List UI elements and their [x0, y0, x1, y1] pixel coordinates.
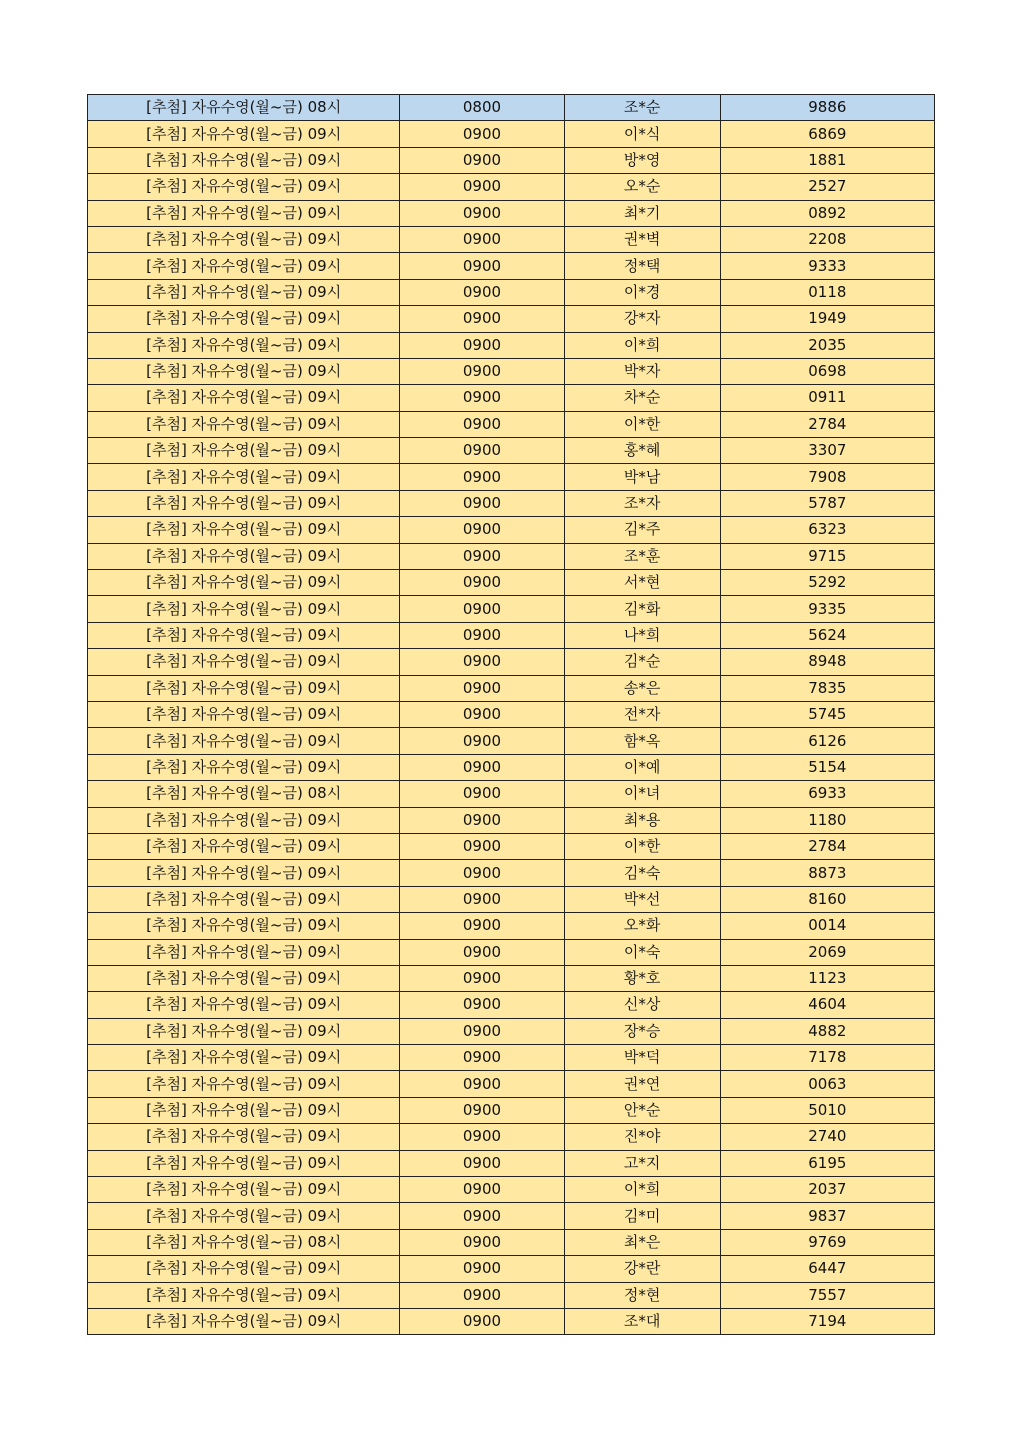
name-cell: 오*화: [564, 913, 720, 939]
time-code-cell: 0900: [400, 939, 564, 965]
program-cell: [추첨] 자유수영(월~금) 09시: [88, 174, 400, 200]
id-digits-cell: 9335: [720, 596, 934, 622]
id-digits-cell: 8160: [720, 886, 934, 912]
time-code-cell: 0900: [400, 596, 564, 622]
time-code-cell: 0900: [400, 464, 564, 490]
id-digits-cell: 5624: [720, 622, 934, 648]
table-row: [88, 1282, 935, 1308]
time-code-cell: 0900: [400, 1308, 564, 1334]
program-cell: [추첨] 자유수영(월~금) 08시: [88, 781, 400, 807]
time-code-cell: 0900: [400, 886, 564, 912]
time-code-cell: 0900: [400, 1071, 564, 1097]
id-digits-cell: 0118: [720, 279, 934, 305]
table-row: [88, 253, 935, 279]
time-code-cell: 0900: [400, 1256, 564, 1282]
time-code-cell: 0900: [400, 781, 564, 807]
name-cell: 이*녀: [564, 781, 720, 807]
time-code-cell: 0900: [400, 1282, 564, 1308]
name-cell: 최*용: [564, 807, 720, 833]
id-digits-cell: 5292: [720, 570, 934, 596]
program-cell: [추첨] 자유수영(월~금) 09시: [88, 965, 400, 991]
table-row: [88, 95, 935, 121]
program-cell: [추첨] 자유수영(월~금) 09시: [88, 701, 400, 727]
name-cell: 조*대: [564, 1308, 720, 1334]
program-cell: [추첨] 자유수영(월~금) 09시: [88, 490, 400, 516]
program-cell: [추첨] 자유수영(월~금) 09시: [88, 1177, 400, 1203]
time-code-cell: 0900: [400, 992, 564, 1018]
name-cell: 조*순: [564, 95, 720, 121]
name-cell: 조*훈: [564, 543, 720, 569]
time-code-cell: 0900: [400, 728, 564, 754]
program-cell: [추첨] 자유수영(월~금) 09시: [88, 860, 400, 886]
name-cell: 김*주: [564, 517, 720, 543]
id-digits-cell: 1123: [720, 965, 934, 991]
time-code-cell: 0900: [400, 622, 564, 648]
name-cell: 권*벽: [564, 226, 720, 252]
table-row: [88, 886, 935, 912]
time-code-cell: 0900: [400, 1177, 564, 1203]
program-cell: [추첨] 자유수영(월~금) 09시: [88, 1308, 400, 1334]
name-cell: 김*숙: [564, 860, 720, 886]
name-cell: 권*연: [564, 1071, 720, 1097]
name-cell: 최*기: [564, 200, 720, 226]
table-row: [88, 1018, 935, 1044]
id-digits-cell: 9886: [720, 95, 934, 121]
time-code-cell: 0900: [400, 1018, 564, 1044]
name-cell: 김*미: [564, 1203, 720, 1229]
name-cell: 최*은: [564, 1229, 720, 1255]
name-cell: 정*현: [564, 1282, 720, 1308]
name-cell: 이*숙: [564, 939, 720, 965]
program-cell: [추첨] 자유수영(월~금) 09시: [88, 833, 400, 859]
program-cell: [추첨] 자유수영(월~금) 09시: [88, 913, 400, 939]
id-digits-cell: 6447: [720, 1256, 934, 1282]
time-code-cell: 0900: [400, 1045, 564, 1071]
table-row: [88, 781, 935, 807]
time-code-cell: 0900: [400, 701, 564, 727]
id-digits-cell: 6933: [720, 781, 934, 807]
program-cell: [추첨] 자유수영(월~금) 09시: [88, 596, 400, 622]
id-digits-cell: 1949: [720, 306, 934, 332]
name-cell: 이*경: [564, 279, 720, 305]
time-code-cell: 0900: [400, 913, 564, 939]
table-row: [88, 622, 935, 648]
name-cell: 박*자: [564, 358, 720, 384]
time-code-cell: 0900: [400, 174, 564, 200]
table-row: [88, 596, 935, 622]
time-code-cell: 0900: [400, 411, 564, 437]
id-digits-cell: 4604: [720, 992, 934, 1018]
program-cell: [추첨] 자유수영(월~금) 09시: [88, 1150, 400, 1176]
time-code-cell: 0900: [400, 1124, 564, 1150]
program-cell: [추첨] 자유수영(월~금) 09시: [88, 438, 400, 464]
id-digits-cell: 9769: [720, 1229, 934, 1255]
program-cell: [추첨] 자유수영(월~금) 09시: [88, 939, 400, 965]
id-digits-cell: 5787: [720, 490, 934, 516]
name-cell: 신*상: [564, 992, 720, 1018]
table-row: [88, 1150, 935, 1176]
id-digits-cell: 9837: [720, 1203, 934, 1229]
name-cell: 황*호: [564, 965, 720, 991]
table-row: [88, 226, 935, 252]
id-digits-cell: 7194: [720, 1308, 934, 1334]
table-row: [88, 992, 935, 1018]
name-cell: 차*순: [564, 385, 720, 411]
name-cell: 박*남: [564, 464, 720, 490]
table-row: [88, 649, 935, 675]
id-digits-cell: 2037: [720, 1177, 934, 1203]
table-row: [88, 1177, 935, 1203]
table-row: [88, 860, 935, 886]
table-row: [88, 490, 935, 516]
name-cell: 강*자: [564, 306, 720, 332]
program-cell: [추첨] 자유수영(월~금) 08시: [88, 1229, 400, 1255]
table-row: [88, 939, 935, 965]
lottery-result-table: [87, 94, 935, 1335]
id-digits-cell: 7835: [720, 675, 934, 701]
id-digits-cell: 7178: [720, 1045, 934, 1071]
time-code-cell: 0900: [400, 1097, 564, 1123]
name-cell: 이*식: [564, 121, 720, 147]
id-digits-cell: 5154: [720, 754, 934, 780]
program-cell: [추첨] 자유수영(월~금) 09시: [88, 754, 400, 780]
name-cell: 고*지: [564, 1150, 720, 1176]
id-digits-cell: 2035: [720, 332, 934, 358]
table-row: [88, 1256, 935, 1282]
name-cell: 서*현: [564, 570, 720, 596]
program-cell: [추첨] 자유수영(월~금) 09시: [88, 1071, 400, 1097]
id-digits-cell: 2740: [720, 1124, 934, 1150]
id-digits-cell: 7908: [720, 464, 934, 490]
table-row: [88, 517, 935, 543]
id-digits-cell: 0698: [720, 358, 934, 384]
table-row: [88, 1097, 935, 1123]
table-row: [88, 1203, 935, 1229]
table-row: [88, 965, 935, 991]
id-digits-cell: 6126: [720, 728, 934, 754]
id-digits-cell: 2784: [720, 411, 934, 437]
name-cell: 김*순: [564, 649, 720, 675]
table-row: [88, 833, 935, 859]
table-row: [88, 147, 935, 173]
program-cell: [추첨] 자유수영(월~금) 09시: [88, 147, 400, 173]
program-cell: [추첨] 자유수영(월~금) 09시: [88, 807, 400, 833]
program-cell: [추첨] 자유수영(월~금) 09시: [88, 886, 400, 912]
id-digits-cell: 2069: [720, 939, 934, 965]
table-row: [88, 358, 935, 384]
name-cell: 조*자: [564, 490, 720, 516]
id-digits-cell: 0063: [720, 1071, 934, 1097]
name-cell: 이*예: [564, 754, 720, 780]
time-code-cell: 0800: [400, 95, 564, 121]
table-row: [88, 1071, 935, 1097]
table-row: [88, 464, 935, 490]
time-code-cell: 0900: [400, 807, 564, 833]
program-cell: [추첨] 자유수영(월~금) 09시: [88, 1256, 400, 1282]
program-cell: [추첨] 자유수영(월~금) 09시: [88, 728, 400, 754]
time-code-cell: 0900: [400, 860, 564, 886]
time-code-cell: 0900: [400, 385, 564, 411]
id-digits-cell: 4882: [720, 1018, 934, 1044]
program-cell: [추첨] 자유수영(월~금) 09시: [88, 1018, 400, 1044]
table-row: [88, 807, 935, 833]
table-row: [88, 385, 935, 411]
name-cell: 이*희: [564, 1177, 720, 1203]
time-code-cell: 0900: [400, 226, 564, 252]
time-code-cell: 0900: [400, 253, 564, 279]
program-cell: [추첨] 자유수영(월~금) 09시: [88, 649, 400, 675]
id-digits-cell: 2784: [720, 833, 934, 859]
time-code-cell: 0900: [400, 147, 564, 173]
table-row: [88, 332, 935, 358]
id-digits-cell: 6869: [720, 121, 934, 147]
name-cell: 함*옥: [564, 728, 720, 754]
id-digits-cell: 8948: [720, 649, 934, 675]
time-code-cell: 0900: [400, 754, 564, 780]
program-cell: [추첨] 자유수영(월~금) 09시: [88, 543, 400, 569]
time-code-cell: 0900: [400, 279, 564, 305]
program-cell: [추첨] 자유수영(월~금) 09시: [88, 411, 400, 437]
program-cell: [추첨] 자유수영(월~금) 09시: [88, 570, 400, 596]
program-cell: [추첨] 자유수영(월~금) 09시: [88, 121, 400, 147]
table-row: [88, 1124, 935, 1150]
program-cell: [추첨] 자유수영(월~금) 09시: [88, 1124, 400, 1150]
table-row: [88, 174, 935, 200]
name-cell: 이*희: [564, 332, 720, 358]
id-digits-cell: 2208: [720, 226, 934, 252]
program-cell: [추첨] 자유수영(월~금) 09시: [88, 200, 400, 226]
table-row: [88, 1045, 935, 1071]
program-cell: [추첨] 자유수영(월~금) 08시: [88, 95, 400, 121]
table-row: [88, 543, 935, 569]
id-digits-cell: 5745: [720, 701, 934, 727]
id-digits-cell: 0014: [720, 913, 934, 939]
program-cell: [추첨] 자유수영(월~금) 09시: [88, 1045, 400, 1071]
table-row: [88, 570, 935, 596]
program-cell: [추첨] 자유수영(월~금) 09시: [88, 992, 400, 1018]
program-cell: [추첨] 자유수영(월~금) 09시: [88, 622, 400, 648]
time-code-cell: 0900: [400, 1150, 564, 1176]
name-cell: 홍*혜: [564, 438, 720, 464]
program-cell: [추첨] 자유수영(월~금) 09시: [88, 517, 400, 543]
program-cell: [추첨] 자유수영(월~금) 09시: [88, 253, 400, 279]
program-cell: [추첨] 자유수영(월~금) 09시: [88, 1097, 400, 1123]
name-cell: 안*순: [564, 1097, 720, 1123]
table-row: [88, 1308, 935, 1334]
program-cell: [추첨] 자유수영(월~금) 09시: [88, 332, 400, 358]
time-code-cell: 0900: [400, 675, 564, 701]
time-code-cell: 0900: [400, 543, 564, 569]
id-digits-cell: 0892: [720, 200, 934, 226]
table-row: [88, 913, 935, 939]
table-row: [88, 1229, 935, 1255]
id-digits-cell: 6195: [720, 1150, 934, 1176]
name-cell: 진*야: [564, 1124, 720, 1150]
program-cell: [추첨] 자유수영(월~금) 09시: [88, 385, 400, 411]
id-digits-cell: 5010: [720, 1097, 934, 1123]
time-code-cell: 0900: [400, 438, 564, 464]
time-code-cell: 0900: [400, 200, 564, 226]
name-cell: 정*택: [564, 253, 720, 279]
id-digits-cell: 3307: [720, 438, 934, 464]
name-cell: 나*희: [564, 622, 720, 648]
id-digits-cell: 1881: [720, 147, 934, 173]
name-cell: 오*순: [564, 174, 720, 200]
table-row: [88, 701, 935, 727]
name-cell: 장*승: [564, 1018, 720, 1044]
time-code-cell: 0900: [400, 965, 564, 991]
program-cell: [추첨] 자유수영(월~금) 09시: [88, 1282, 400, 1308]
table-row: [88, 200, 935, 226]
program-cell: [추첨] 자유수영(월~금) 09시: [88, 675, 400, 701]
table-row: [88, 675, 935, 701]
name-cell: 강*란: [564, 1256, 720, 1282]
program-cell: [추첨] 자유수영(월~금) 09시: [88, 464, 400, 490]
id-digits-cell: 7557: [720, 1282, 934, 1308]
time-code-cell: 0900: [400, 1229, 564, 1255]
name-cell: 이*한: [564, 411, 720, 437]
table-row: [88, 728, 935, 754]
time-code-cell: 0900: [400, 517, 564, 543]
program-cell: [추첨] 자유수영(월~금) 09시: [88, 279, 400, 305]
name-cell: 박*선: [564, 886, 720, 912]
id-digits-cell: 2527: [720, 174, 934, 200]
name-cell: 전*자: [564, 701, 720, 727]
time-code-cell: 0900: [400, 649, 564, 675]
time-code-cell: 0900: [400, 490, 564, 516]
table-row: [88, 411, 935, 437]
name-cell: 박*덕: [564, 1045, 720, 1071]
time-code-cell: 0900: [400, 121, 564, 147]
time-code-cell: 0900: [400, 833, 564, 859]
time-code-cell: 0900: [400, 570, 564, 596]
table-row: [88, 438, 935, 464]
time-code-cell: 0900: [400, 358, 564, 384]
name-cell: 송*은: [564, 675, 720, 701]
table-row: [88, 754, 935, 780]
time-code-cell: 0900: [400, 1203, 564, 1229]
time-code-cell: 0900: [400, 306, 564, 332]
time-code-cell: 0900: [400, 332, 564, 358]
name-cell: 김*화: [564, 596, 720, 622]
id-digits-cell: 9715: [720, 543, 934, 569]
program-cell: [추첨] 자유수영(월~금) 09시: [88, 306, 400, 332]
id-digits-cell: 0911: [720, 385, 934, 411]
table-row: [88, 306, 935, 332]
table-row: [88, 121, 935, 147]
table-row: [88, 279, 935, 305]
id-digits-cell: 1180: [720, 807, 934, 833]
id-digits-cell: 6323: [720, 517, 934, 543]
table-body: [88, 95, 935, 1335]
program-cell: [추첨] 자유수영(월~금) 09시: [88, 1203, 400, 1229]
id-digits-cell: 9333: [720, 253, 934, 279]
name-cell: 이*한: [564, 833, 720, 859]
id-digits-cell: 8873: [720, 860, 934, 886]
program-cell: [추첨] 자유수영(월~금) 09시: [88, 226, 400, 252]
name-cell: 방*영: [564, 147, 720, 173]
program-cell: [추첨] 자유수영(월~금) 09시: [88, 358, 400, 384]
